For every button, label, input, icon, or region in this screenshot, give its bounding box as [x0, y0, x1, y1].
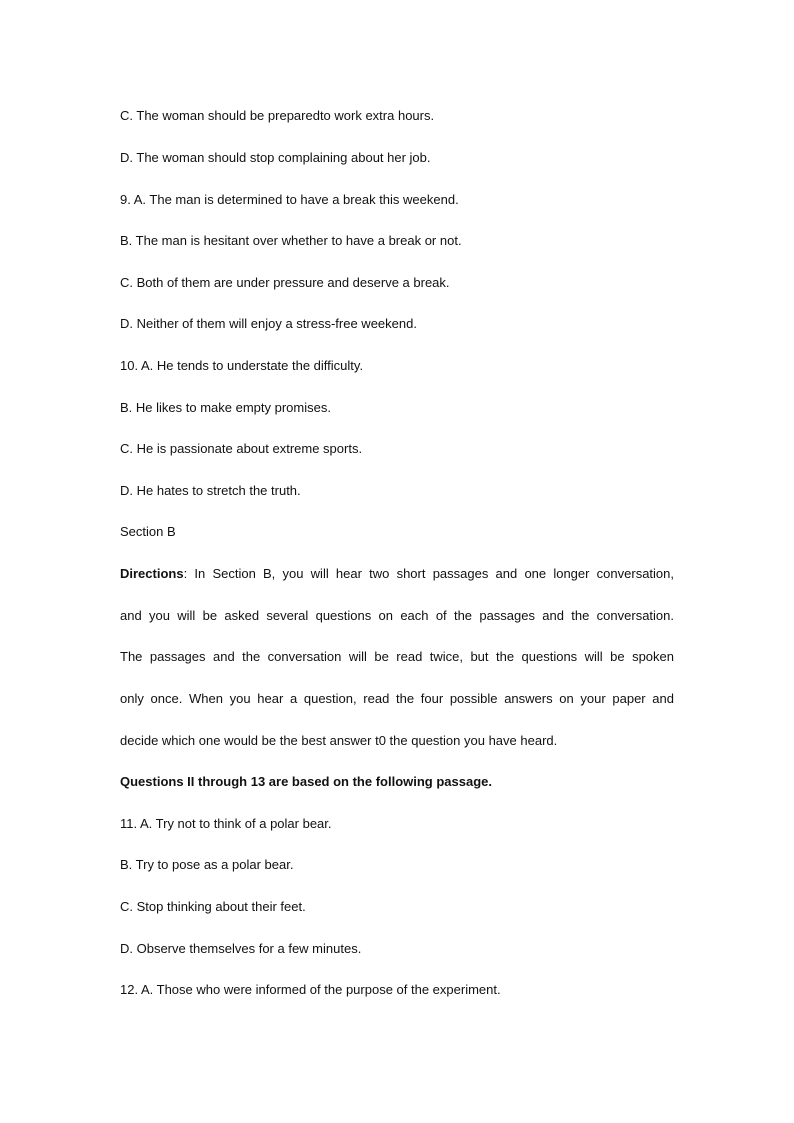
- option-10b: B. He likes to make empty promises.: [120, 400, 331, 415]
- option-10c: C. He is passionate about extreme sports.: [120, 441, 363, 456]
- questions-heading: Questions II through 13 are based on the following passage.: [120, 774, 493, 789]
- directions-line-2: and you will be asked several questions on each of the passages and the conversation.: [120, 608, 674, 623]
- directions-line-4: only once. When you hear a question, read the four possible answers on your paper and: [120, 691, 674, 706]
- option-10a: 10. A. He tends to understate the difficulty.: [120, 358, 364, 373]
- option-9a: 9. A. The man is determined to have a break this weekend.: [120, 192, 459, 207]
- directions-first-line-text: : In Section B, you will hear two short passages and one longer conversation,: [183, 566, 674, 581]
- option-8d: D. The woman should stop complaining about her job.: [120, 150, 431, 165]
- option-10d: D. He hates to stretch the truth.: [120, 483, 301, 498]
- section-heading: Section B: [120, 524, 176, 539]
- option-9c: C. Both of them are under pressure and deserve a break.: [120, 275, 450, 290]
- option-11b: B. Try to pose as a polar bear.: [120, 857, 294, 872]
- option-11c: C. Stop thinking about their feet.: [120, 899, 306, 914]
- option-11a: 11. A. Try not to think of a polar bear.: [120, 816, 332, 831]
- option-8c: C. The woman should be preparedto work extra hours.: [120, 108, 435, 123]
- option-11d: D. Observe themselves for a few minutes.: [120, 941, 362, 956]
- option-9b: B. The man is hesitant over whether to have a break or not.: [120, 233, 462, 248]
- option-12a: 12. A. Those who were informed of the purpose of the experiment.: [120, 982, 501, 997]
- option-9d: D. Neither of them will enjoy a stress-free weekend.: [120, 316, 417, 331]
- directions-line-3: The passages and the conversation will be read twice, but the questions will be spoken: [120, 649, 674, 664]
- directions-line-1: [120, 565, 674, 583]
- directions-line-5: decide which one would be the best answer t0 the question you have heard.: [120, 733, 558, 748]
- directions-label: Directions: [120, 566, 184, 581]
